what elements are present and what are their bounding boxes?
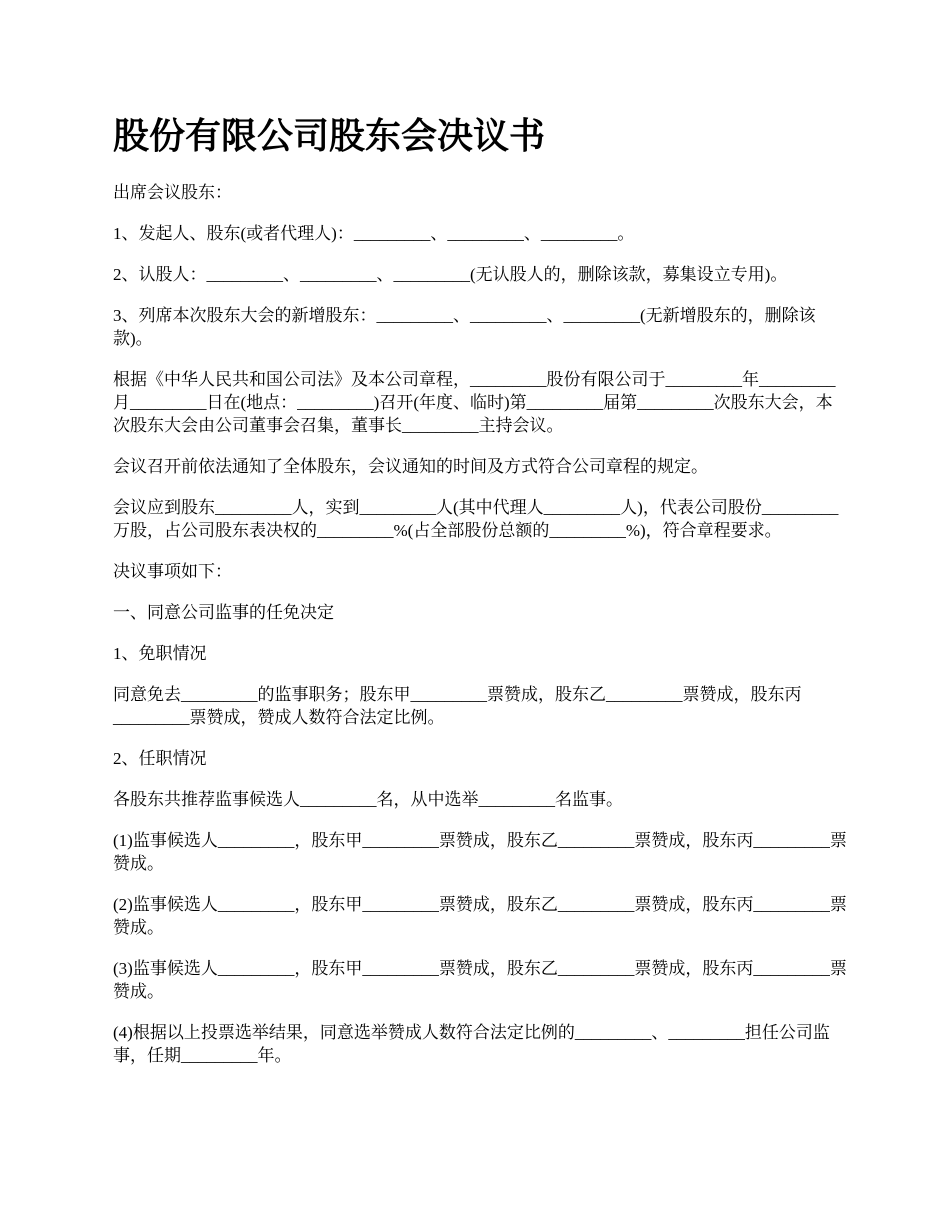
candidate-1-paragraph: (1)监事候选人_________，股东甲_________票赞成，股东乙_________票赞成，股东丙_________票赞成。 <box>113 831 847 873</box>
notice-paragraph: 会议召开前依法通知了全体股东，会议通知的时间及方式符合公司章程的规定。 <box>113 457 708 476</box>
candidate-2-paragraph: (2)监事候选人_________，股东甲_________票赞成，股东乙_________票赞成，股东丙_________票赞成。 <box>113 895 847 937</box>
nomination-paragraph: 各股东共推荐监事候选人_________名，从中选举_________名监事。 <box>113 790 623 809</box>
subsection-dismissal: 1、免职情况 <box>113 644 207 663</box>
document-title: 股份有限公司股东会决议书 <box>113 116 546 156</box>
resolutions-heading: 决议事项如下： <box>113 562 232 581</box>
attendance-paragraph: 会议应到股东_________人，实到_________人(其中代理人_________人)，代表公司股份_________万股，占公司股东表决权的_________%(占全部股份总额的_________%)，符合章程要求。 <box>113 498 839 540</box>
founders-clause: 1、发起人、股东(或者代理人)：_________、_________、_________。 <box>113 224 635 243</box>
subsection-appointment: 2、任职情况 <box>113 749 207 768</box>
election-result-paragraph: (4)根据以上投票选举结果，同意选举赞成人数符合法定比例的_________、_________担任公司监事，任期_________年。 <box>113 1023 830 1065</box>
subscribers-clause: 2、认股人：_________、_________、_________(无认股人的，删除该款，募集设立专用)。 <box>113 265 788 284</box>
dismissal-paragraph: 同意免去_________的监事职务；股东甲_________票赞成，股东乙_________票赞成，股东丙_________票赞成，赞成人数符合法定比例。 <box>113 685 802 727</box>
document-page <box>113 112 848 1085</box>
section-heading-supervisor: 一、同意公司监事的任免决定 <box>113 603 334 622</box>
meeting-basis-paragraph: 根据《中华人民共和国公司法》及本公司章程，_________股份有限公司于_________年_________月_________日在(地点：_________)召开(年度、临时)第_________届第_________次股东大会，本次股东大会由公司董事会召集，董事长_________主持会议。 <box>113 370 836 435</box>
attendees-heading: 出席会议股东： <box>113 183 232 202</box>
new-shareholders-clause: 3、列席本次股东大会的新增股东：_________、_________、_________(无新增股东的，删除该款)。 <box>113 306 816 348</box>
candidate-3-paragraph: (3)监事候选人_________，股东甲_________票赞成，股东乙_________票赞成，股东丙_________票赞成。 <box>113 959 847 1001</box>
